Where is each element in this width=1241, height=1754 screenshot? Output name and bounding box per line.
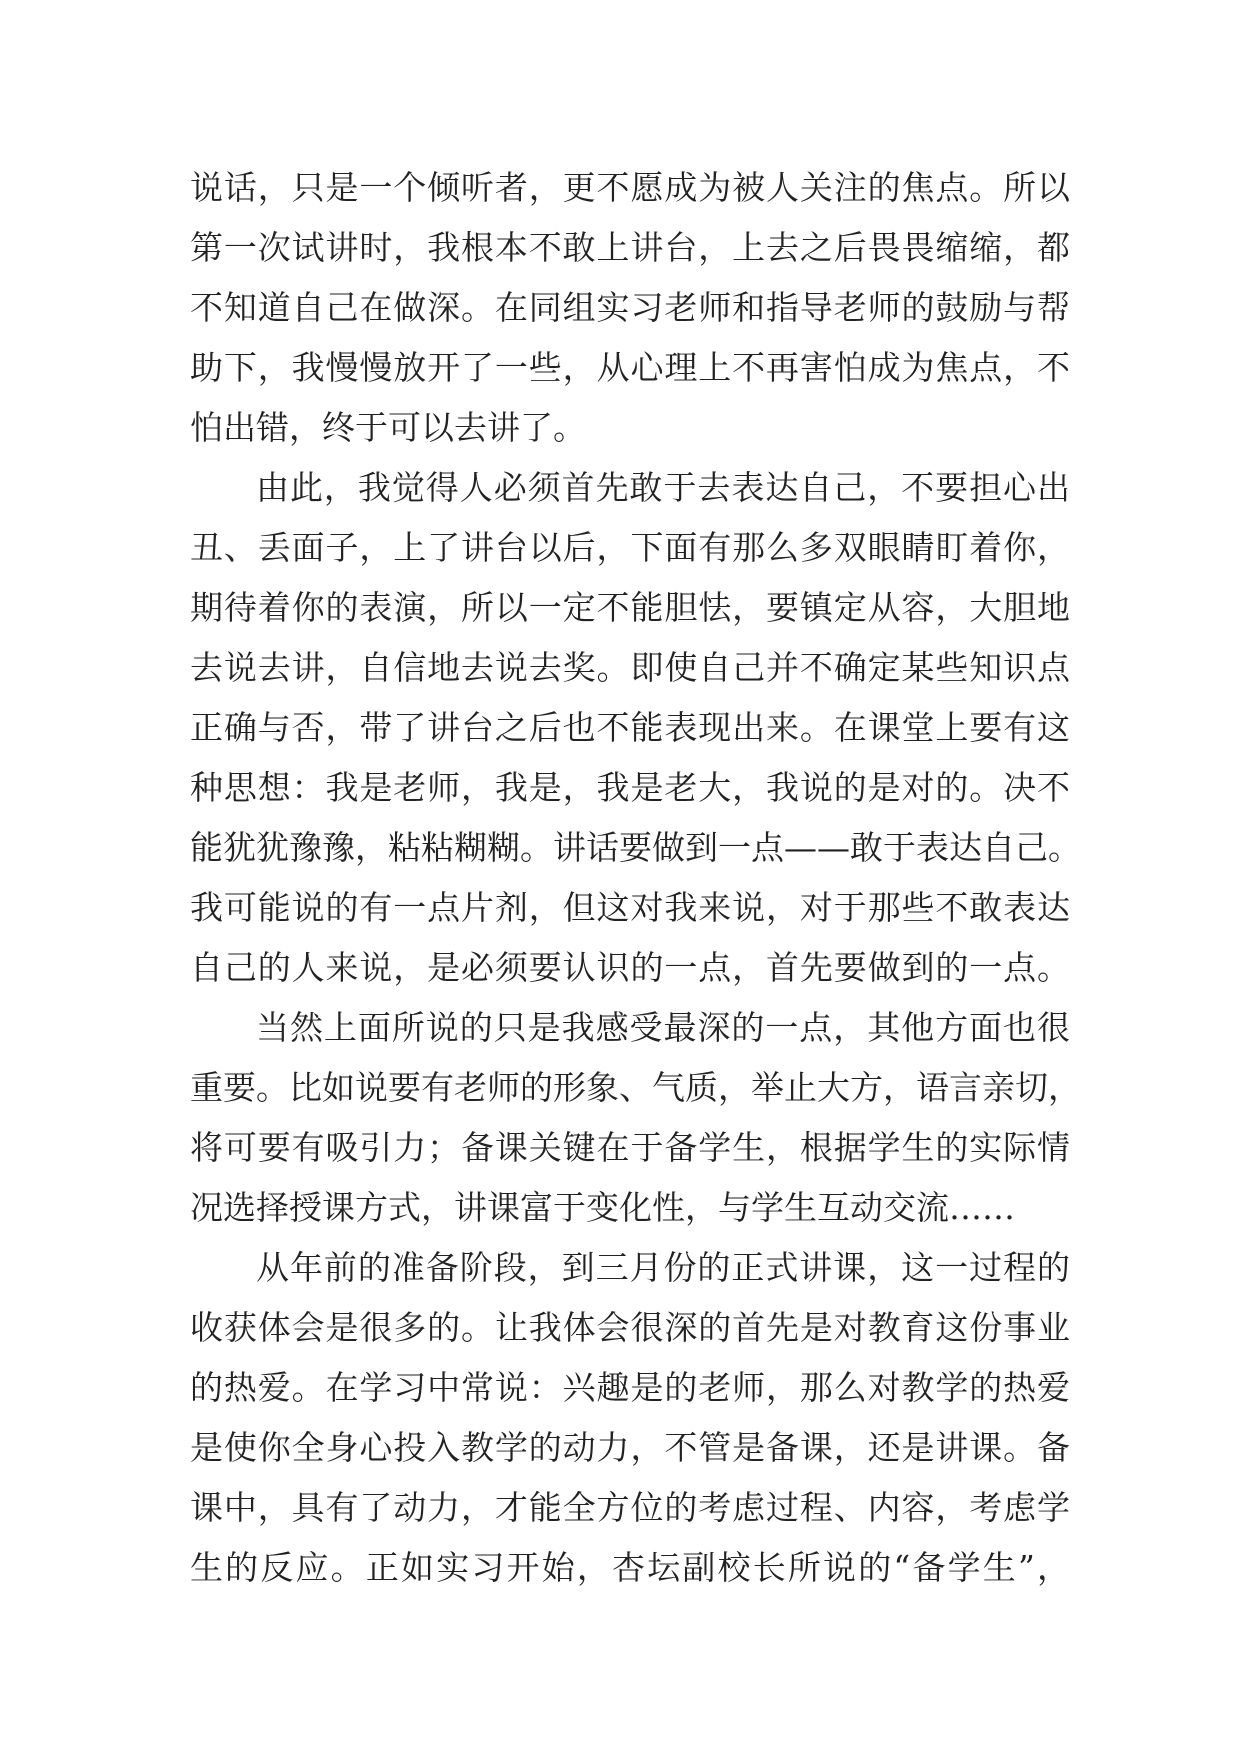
text-line: 怕出错，终于可以去讲了。	[190, 408, 586, 447]
text-line: 当然上面所说的只是我感受最深的一点，其他方面也很	[256, 1008, 1070, 1047]
text-line: 自己的人来说，是必须要认识的一点，首先要做到的一点。	[190, 948, 1070, 987]
text-line: 期待着你的表演，所以一定不能胆怯，要镇定从容，大胆地	[190, 588, 1070, 627]
text-line: 正确与否，带了讲台之后也不能表现出来。在课堂上要有这	[190, 708, 1070, 747]
text-line: 从年前的准备阶段，到三月份的正式讲课，这一过程的	[256, 1248, 1070, 1287]
text-line: 生的反应。正如实习开始，杏坛副校长所说的“备学生”，	[190, 1548, 1070, 1587]
text-line: 不知道自己在做深。在同组实习老师和指导老师的鼓励与帮	[190, 288, 1070, 327]
text-line: 第一次试讲时，我根本不敢上讲台，上去之后畏畏缩缩，都	[190, 228, 1070, 267]
text-line: 种思想：我是老师，我是，我是老大，我说的是对的。决不	[190, 768, 1070, 807]
text-line: 的热爱。在学习中常说：兴趣是的老师，那么对教学的热爱	[190, 1368, 1070, 1407]
text-line: 况选择授课方式，讲课富于变化性，与学生互动交流……	[190, 1188, 1015, 1227]
text-line: 将可要有吸引力；备课关键在于备学生，根据学生的实际情	[190, 1128, 1070, 1167]
text-line: 丑、丢面子，上了讲台以后，下面有那么多双眼睛盯着你，	[190, 528, 1070, 567]
text-line: 课中，具有了动力，才能全方位的考虑过程、内容，考虑学	[190, 1488, 1070, 1527]
text-line: 是使你全身心投入教学的动力，不管是备课，还是讲课。备	[190, 1428, 1070, 1467]
body-text	[190, 158, 1081, 1598]
text-line: 去说去讲，自信地去说去奖。即使自己并不确定某些知识点	[190, 648, 1070, 687]
text-line: 由此，我觉得人必须首先敢于去表达自己，不要担心出	[256, 468, 1070, 507]
text-line: 重要。比如说要有老师的形象、气质，举止大方，语言亲切，	[190, 1068, 1081, 1107]
text-line: 我可能说的有一点片剂，但这对我来说，对于那些不敢表达	[190, 888, 1070, 927]
text-line: 能犹犹豫豫，粘粘糊糊。讲话要做到一点——敢于表达自己。	[190, 828, 1081, 867]
text-line: 收获体会是很多的。让我体会很深的首先是对教育这份事业	[190, 1308, 1070, 1347]
text-line: 助下，我慢慢放开了一些，从心理上不再害怕成为焦点，不	[190, 348, 1070, 387]
text-line: 说话，只是一个倾听者，更不愿成为被人关注的焦点。所以	[190, 168, 1070, 207]
